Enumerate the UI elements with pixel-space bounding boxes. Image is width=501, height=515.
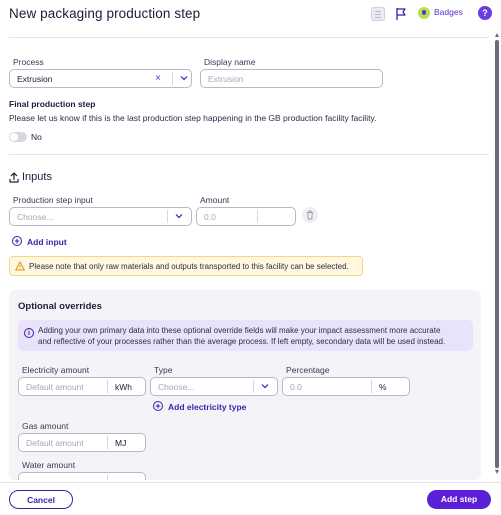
warning-icon <box>15 261 25 271</box>
electricity-type-select[interactable] <box>150 377 278 396</box>
badge-icon[interactable] <box>418 7 430 19</box>
scrollbar[interactable] <box>495 40 499 470</box>
warning-text: Please note that only raw materials and outputs transported to this facility can be selected. <box>29 262 349 271</box>
unit-separator <box>107 475 108 480</box>
unit-separator <box>257 210 258 223</box>
display-name-input[interactable] <box>200 69 383 88</box>
final-step-heading: Final production step <box>9 99 96 109</box>
final-step-toggle[interactable] <box>9 132 27 142</box>
delete-input-button[interactable] <box>302 207 318 223</box>
cancel-button[interactable]: Cancel <box>9 490 73 509</box>
chevron-down-icon[interactable] <box>261 382 269 390</box>
page-title: New packaging production step <box>9 6 201 21</box>
select-separator <box>253 380 254 393</box>
electricity-amount-input[interactable] <box>18 377 146 396</box>
electricity-amount-label: Electricity amount <box>22 365 90 375</box>
final-step-description: Please let us know if this is the last production step happening in the GB production facility facility. <box>9 113 377 123</box>
add-input-link[interactable]: Add input <box>27 237 67 247</box>
footer-divider <box>0 482 501 483</box>
production-step-input-label: Production step input <box>13 195 93 205</box>
select-separator <box>167 210 168 223</box>
clear-icon[interactable]: × <box>155 73 161 84</box>
water-amount-label: Water amount <box>22 460 76 470</box>
badges-link[interactable]: Badges <box>434 7 463 17</box>
unit-separator <box>107 380 108 393</box>
final-step-toggle-label: No <box>31 132 42 142</box>
process-label: Process <box>13 57 44 67</box>
percentage-placeholder: 0.0 <box>290 382 302 392</box>
chevron-down-icon[interactable] <box>180 74 188 82</box>
electricity-unit: kWh <box>115 382 132 392</box>
production-step-input-select[interactable] <box>9 207 192 226</box>
process-select[interactable] <box>9 69 192 88</box>
gas-unit: MJ <box>115 438 127 448</box>
info-text <box>38 325 445 347</box>
add-icon[interactable]: + <box>153 401 163 411</box>
scroll-down-arrow[interactable] <box>495 470 499 474</box>
type-label: Type <box>154 365 173 375</box>
amount-label: Amount <box>200 195 230 205</box>
display-name-placeholder: Extrusion <box>208 74 244 84</box>
info-banner <box>18 320 473 351</box>
trash-icon <box>306 210 314 220</box>
unit-separator <box>107 436 108 449</box>
percentage-label: Percentage <box>286 365 330 375</box>
add-electricity-type-link[interactable]: Add electricity type <box>168 402 247 412</box>
process-value: Extrusion <box>17 74 53 84</box>
percentage-unit: % <box>379 382 387 392</box>
overrides-title: Optional overrides <box>18 301 102 312</box>
add-step-button[interactable]: Add step <box>427 490 491 509</box>
percentage-input[interactable] <box>282 377 410 396</box>
add-icon[interactable]: + <box>12 236 22 246</box>
select-separator <box>172 72 173 85</box>
info-text-line-1: Adding your own primary data into these optional override fields will make your impact assessment more accurate <box>38 326 441 335</box>
upload-icon <box>9 172 19 183</box>
display-name-label: Display name <box>204 57 256 67</box>
info-icon: i <box>24 328 34 338</box>
section-divider <box>9 154 489 155</box>
electricity-type-placeholder: Choose... <box>158 382 195 392</box>
warning-banner <box>9 256 363 276</box>
dialog-header <box>0 0 501 30</box>
scroll-up-arrow[interactable] <box>495 33 499 37</box>
scrollbar-thumb[interactable] <box>495 40 499 468</box>
gas-amount-placeholder: Default amount <box>26 438 84 448</box>
amount-input[interactable] <box>196 207 296 226</box>
gas-amount-input[interactable] <box>18 433 146 452</box>
optional-overrides-panel <box>9 290 481 480</box>
inputs-title: Inputs <box>22 171 52 183</box>
unit-separator <box>371 380 372 393</box>
water-amount-input[interactable] <box>18 472 146 480</box>
header-divider <box>9 37 489 38</box>
info-text-line-2: and reflective of your processes rather than the average process. If left empty, secondary data will be used instead. <box>38 337 446 346</box>
help-icon[interactable]: ? <box>478 6 492 20</box>
chevron-down-icon[interactable] <box>175 212 183 220</box>
amount-placeholder: 0.0 <box>204 212 216 222</box>
document-icon[interactable] <box>371 7 385 21</box>
flag-icon[interactable] <box>395 7 407 21</box>
electricity-amount-placeholder: Default amount <box>26 382 84 392</box>
gas-amount-label: Gas amount <box>22 421 69 431</box>
production-step-input-placeholder: Choose... <box>17 212 54 222</box>
